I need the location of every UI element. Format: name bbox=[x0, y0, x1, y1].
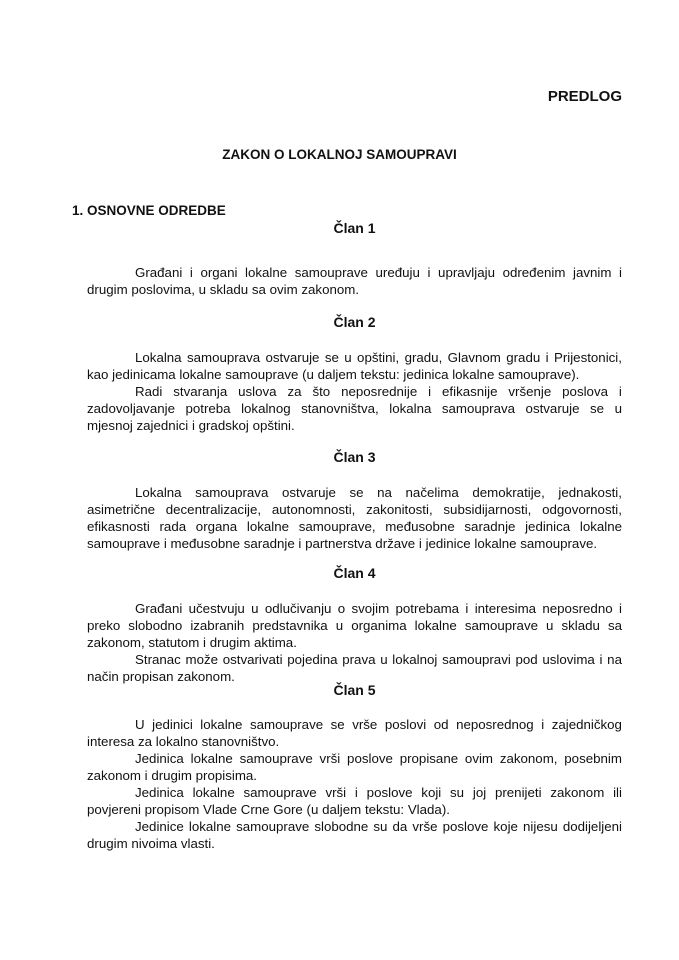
paragraph-line: Lokalna samouprava ostvaruje se u opštini, gradu, Glavnom gradu i Prijestonici, bbox=[135, 350, 622, 365]
paragraph-line: preko slobodno izabranih predstavnika u organima lokalne samouprave u skladu sa bbox=[87, 618, 622, 633]
paragraph-line: efikasnosti rada organa lokalne samouprave, međusobne saradnje jedinica lokalne bbox=[87, 519, 622, 534]
article-heading-3: Član 3 bbox=[333, 449, 376, 465]
article-heading-1: Član 1 bbox=[333, 220, 376, 236]
document-status-label: PREDLOG bbox=[547, 88, 622, 105]
article-body-3 bbox=[87, 484, 622, 552]
paragraph-line: zakonom i drugim propisima. bbox=[87, 768, 257, 783]
paragraph bbox=[87, 750, 622, 784]
article-heading-5: Član 5 bbox=[333, 682, 376, 698]
paragraph-line: samouprave i međusobne saradnje i partnerstva države i jedinice lokalne samouprave. bbox=[87, 536, 598, 551]
paragraph-line: Radi stvaranja uslova za što neposrednije i efikasnije vršenje poslova i bbox=[135, 384, 622, 399]
law-title: ZAKON O LOKALNOJ SAMOUPRAVI bbox=[222, 147, 457, 162]
paragraph-line: zakonom, statutom i drugim aktima. bbox=[87, 635, 297, 650]
article-body-5 bbox=[87, 716, 622, 852]
paragraph bbox=[87, 716, 622, 750]
article-body-2 bbox=[87, 349, 622, 434]
paragraph-line: Građani učestvuju u odlučivanju o svojim potrebama i interesima neposredno i bbox=[135, 601, 622, 616]
paragraph bbox=[87, 784, 622, 818]
article-body-4 bbox=[87, 600, 622, 685]
paragraph bbox=[87, 651, 622, 685]
paragraph-line: način propisan zakonom. bbox=[87, 669, 235, 684]
paragraph-line: mjesnoj zajednici i gradskoj opštini. bbox=[87, 418, 295, 433]
paragraph-line: drugim nivoima vlasti. bbox=[87, 836, 215, 851]
paragraph-line: zadovoljavanje potreba lokalnog stanovništva, lokalna samouprava ostvaruje se u bbox=[87, 401, 622, 416]
paragraph-line: drugim poslovima, u skladu sa ovim zakonom. bbox=[87, 282, 360, 297]
article-heading-2: Član 2 bbox=[333, 314, 376, 330]
paragraph-line: Jedinice lokalne samouprave slobodne su da vrše poslove koje nijesu dodijeljeni bbox=[135, 819, 622, 834]
paragraph-line: kao jedinicama lokalne samouprave (u daljem tekstu: jedinica lokalne samouprave). bbox=[87, 367, 580, 382]
section-heading: 1. OSNOVNE ODREDBE bbox=[72, 203, 226, 218]
paragraph bbox=[87, 484, 622, 552]
paragraph-line: U jedinici lokalne samouprave se vrše poslovi od neposrednog i zajedničkog bbox=[135, 717, 622, 732]
article-body-1 bbox=[87, 264, 622, 298]
paragraph-line: povjereni propisom Vlade Crne Gore (u daljem tekstu: Vlada). bbox=[87, 802, 450, 817]
paragraph-line: interesa za lokalno stanovništvo. bbox=[87, 734, 280, 749]
paragraph-line: Lokalna samouprava ostvaruje se na načelima demokratije, jednakosti, bbox=[135, 485, 622, 500]
paragraph bbox=[87, 600, 622, 651]
paragraph-line: Jedinica lokalne samouprave vrši i poslove koji su joj prenijeti zakonom ili bbox=[135, 785, 622, 800]
paragraph-line: Građani i organi lokalne samouprave uređuju i upravljaju određenim javnim i bbox=[135, 265, 622, 280]
paragraph-line: Jedinica lokalne samouprave vrši poslove propisane ovim zakonom, posebnim bbox=[135, 751, 622, 766]
paragraph bbox=[87, 818, 622, 852]
paragraph bbox=[87, 264, 622, 298]
paragraph-line: asimetrične decentralizacije, autonomnosti, zakonitosti, subsidijarnosti, odgovornosti, bbox=[87, 502, 622, 517]
article-heading-4: Član 4 bbox=[333, 565, 376, 581]
paragraph bbox=[87, 383, 622, 434]
paragraph bbox=[87, 349, 622, 383]
paragraph-line: Stranac može ostvarivati pojedina prava u lokalnoj samoupravi pod uslovima i na bbox=[135, 652, 622, 667]
